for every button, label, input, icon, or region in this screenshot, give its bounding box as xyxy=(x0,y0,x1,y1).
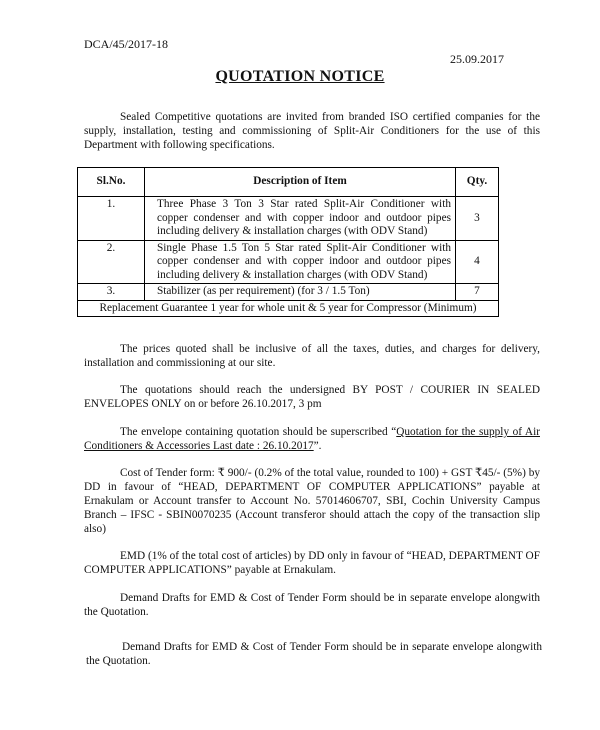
specification-table xyxy=(77,167,499,317)
row-qty: 7 xyxy=(456,284,499,301)
row-description: Stabilizer (as per requirement) (for 3 / 1.5 Ton) xyxy=(145,284,456,301)
envelope-paragraph xyxy=(84,425,540,453)
table-header-row xyxy=(78,168,499,197)
envelope-text-post: ”. xyxy=(313,440,322,452)
row-sl-no: 2. xyxy=(78,240,145,284)
demand-drafts-paragraph-repeat xyxy=(86,640,542,668)
intro-text: Sealed Competitive quotations are invited from branded ISO certified companies for the supply, installation, testing and commissioning of Split-Air Conditioners for the use of this Department with following specifications. xyxy=(84,111,540,151)
header-description: Description of Item xyxy=(145,168,456,197)
header-qty: Qty. xyxy=(456,168,499,197)
page-title: QUOTATION NOTICE xyxy=(215,68,385,85)
demand-drafts-paragraph xyxy=(84,591,540,619)
row-qty: 4 xyxy=(456,240,499,284)
envelope-text-pre: The envelope containing quotation should be superscribed “ xyxy=(120,426,397,438)
row-qty: 3 xyxy=(456,197,499,241)
row-description: Single Phase 1.5 Ton 5 Star rated Split-Air Conditioner with copper condenser and with copper indoor and outdoor pipes including delivery & installation charges (with ODV Stand) xyxy=(145,240,456,284)
demand-drafts-text: Demand Drafts for EMD & Cost of Tender Form should be in separate envelope alongwith the Quotation. xyxy=(84,592,540,618)
row-description: Three Phase 3 Ton 3 Star rated Split-Air Conditioner with copper condenser and with copper indoor and outdoor pipes including delivery & installation charges (with ODV Stand) xyxy=(145,197,456,241)
prices-paragraph xyxy=(84,342,540,370)
replacement-guarantee: Replacement Guarantee 1 year for whole unit & 5 year for Compressor (Minimum) xyxy=(78,300,499,317)
emd-paragraph xyxy=(84,549,540,577)
reference-number: DCA/45/2017-18 xyxy=(84,37,168,51)
table-row xyxy=(78,197,499,241)
envelope-superscription: Quotation for the supply of Air Conditioners & Accessories Last date : 26.10.2017 xyxy=(84,426,540,452)
row-sl-no: 3. xyxy=(78,284,145,301)
prices-text: The prices quoted shall be inclusive of all the taxes, duties, and charges for delivery, installation and commissioning at our site. xyxy=(84,343,540,369)
submission-paragraph xyxy=(84,383,540,411)
intro-paragraph xyxy=(84,110,540,152)
tender-cost-text: Cost of Tender form: ₹ 900/- (0.2% of the total value, rounded to 100) + GST ₹45/- (5%) by DD in favour of “HEAD, DEPARTMENT OF COMPUTER APPLICATIONS” payable at Ernakulam or Account transfer to Account No. 57014606707, SBI, Cochin University Campus Branch – IFSC - SBIN0070235 (Account transferor should attach the copy of the transaction slip also) xyxy=(84,467,540,535)
demand-drafts-text-repeat: Demand Drafts for EMD & Cost of Tender Form should be in separate envelope alongwith the Quotation. xyxy=(86,641,542,667)
header-sl-no: Sl.No. xyxy=(78,168,145,197)
emd-text: EMD (1% of the total cost of articles) by DD only in favour of “HEAD, DEPARTMENT OF COMPUTER APPLICATIONS” payable at Ernakulam. xyxy=(84,550,540,576)
table-row xyxy=(78,284,499,301)
notice-date: 25.09.2017 xyxy=(450,52,504,66)
row-sl-no: 1. xyxy=(78,197,145,241)
submission-text: The quotations should reach the undersigned BY POST / COURIER IN SEALED ENVELOPES ONLY on or before 26.10.2017, 3 pm xyxy=(84,384,540,410)
table-row xyxy=(78,240,499,284)
tender-cost-paragraph xyxy=(84,466,540,536)
table-footer-row xyxy=(78,300,499,317)
